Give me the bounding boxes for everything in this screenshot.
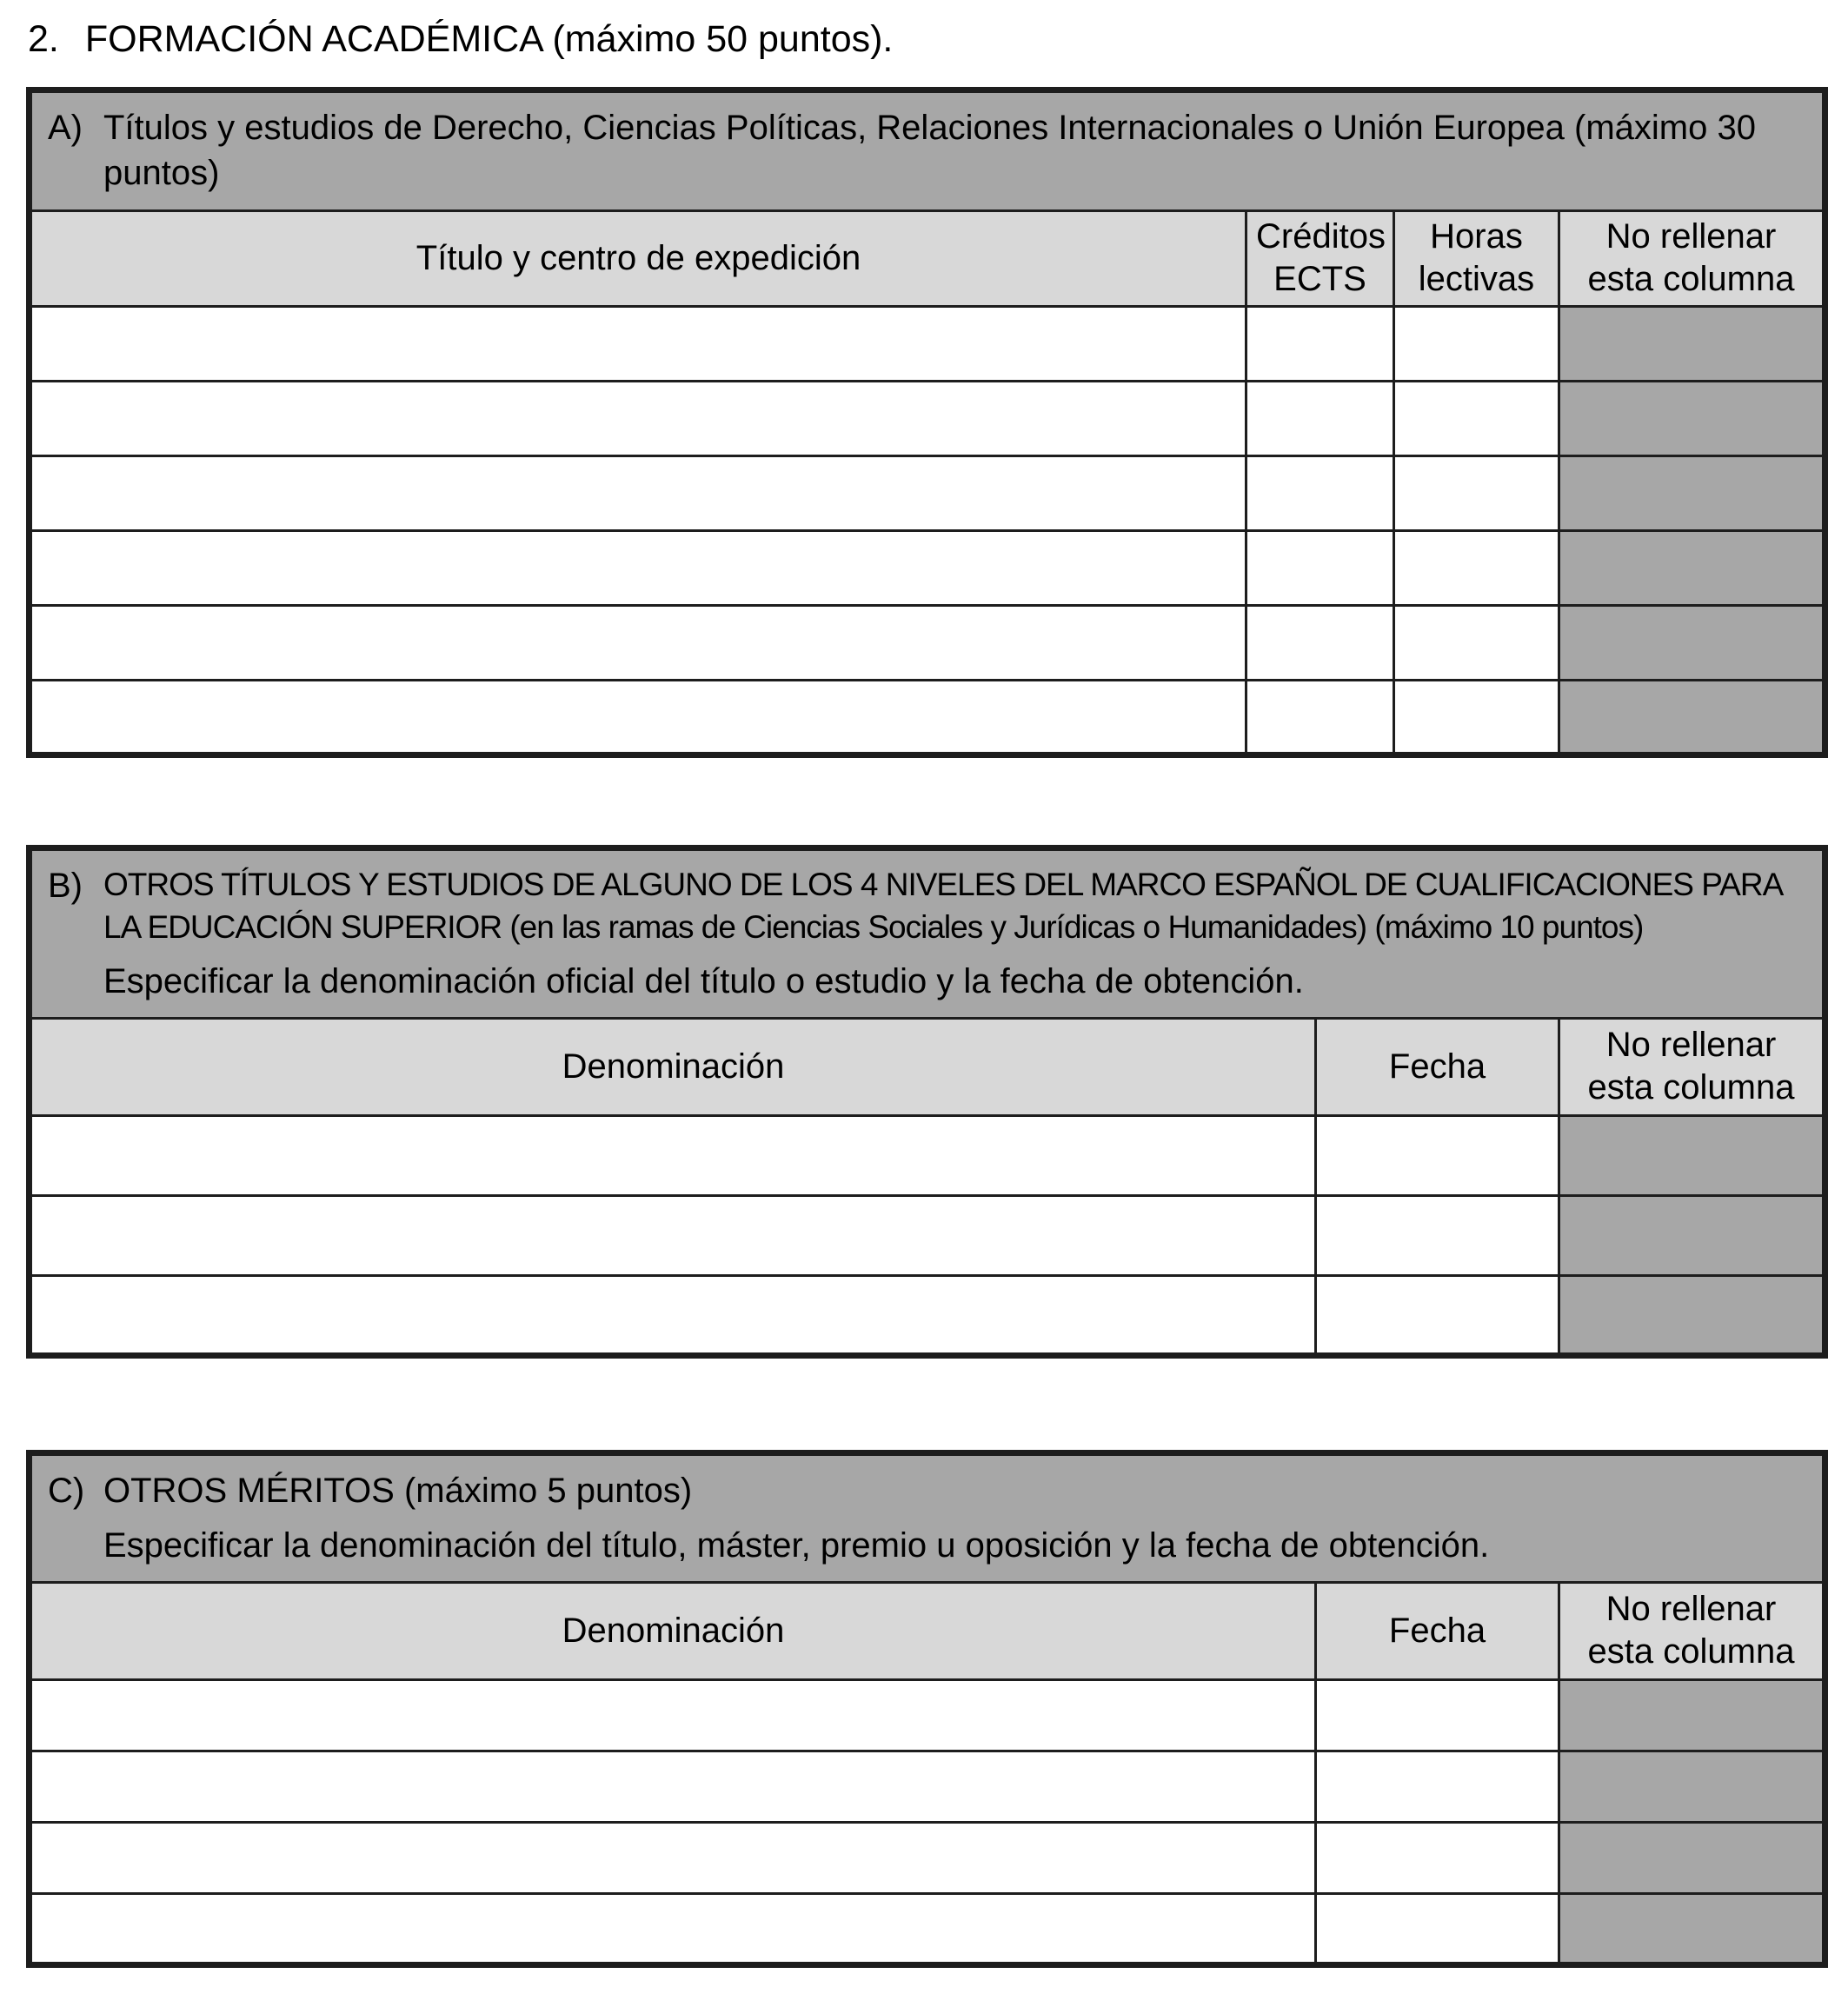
creditos-cell	[1246, 605, 1394, 680]
titulo-cell	[30, 306, 1246, 381]
fecha-cell	[1316, 1893, 1559, 1964]
fecha-cell	[1316, 1822, 1559, 1893]
table-row	[30, 1275, 1825, 1355]
creditos-cell	[1246, 381, 1394, 455]
fecha-cell	[1316, 1275, 1559, 1355]
section-c-header	[30, 1452, 1825, 1582]
column-header-no-rellenar: No rellenar esta columna	[1559, 1018, 1825, 1115]
section-c-label: C)	[48, 1471, 85, 1510]
no-fill-cell	[1559, 455, 1825, 530]
no-fill-cell	[1559, 680, 1825, 754]
column-header-denominacion: Denominación	[30, 1582, 1316, 1679]
horas-cell	[1394, 530, 1559, 605]
section-a-table	[26, 87, 1828, 758]
column-header-denominacion: Denominación	[30, 1018, 1316, 1115]
denominacion-cell	[30, 1275, 1316, 1355]
section-c-header-row	[30, 1452, 1825, 1582]
table-row	[30, 1893, 1825, 1964]
titulo-cell	[30, 455, 1246, 530]
creditos-cell	[1246, 530, 1394, 605]
section-b-table	[26, 845, 1828, 1359]
titulo-cell	[30, 680, 1246, 754]
no-fill-cell	[1559, 1822, 1825, 1893]
no-fill-cell	[1559, 1275, 1825, 1355]
column-header-horas-lectivas: Horas lectivas	[1394, 210, 1559, 306]
section-gap	[26, 1359, 1822, 1450]
section-c-instruction: Especificar la denominación del título, máster, premio u oposición y la fecha de obtención.	[103, 1525, 1490, 1565]
column-header-fecha: Fecha	[1316, 1018, 1559, 1115]
denominacion-cell	[30, 1751, 1316, 1822]
section-b-column-header-row	[30, 1018, 1825, 1115]
table-row	[30, 1822, 1825, 1893]
section-c-column-header-row	[30, 1582, 1825, 1679]
table-row	[30, 605, 1825, 680]
titulo-cell	[30, 605, 1246, 680]
no-fill-cell	[1559, 1679, 1825, 1751]
page-title	[28, 17, 1822, 63]
column-header-fecha: Fecha	[1316, 1582, 1559, 1679]
horas-cell	[1394, 605, 1559, 680]
creditos-cell	[1246, 680, 1394, 754]
no-fill-cell	[1559, 1195, 1825, 1275]
section-c-heading: OTROS MÉRITOS (máximo 5 puntos)	[103, 1471, 693, 1510]
table-row	[30, 381, 1825, 455]
no-fill-cell	[1559, 306, 1825, 381]
section-c-table	[26, 1450, 1828, 1968]
table-row	[30, 455, 1825, 530]
denominacion-cell	[30, 1115, 1316, 1195]
fecha-cell	[1316, 1679, 1559, 1751]
creditos-cell	[1246, 455, 1394, 530]
denominacion-cell	[30, 1195, 1316, 1275]
creditos-cell	[1246, 306, 1394, 381]
titulo-cell	[30, 381, 1246, 455]
page-title-number: 2.	[28, 18, 59, 60]
page-title-text: FORMACIÓN ACADÉMICA (máximo 50 puntos).	[84, 18, 894, 60]
no-fill-cell	[1559, 530, 1825, 605]
section-a-label: A)	[48, 108, 83, 147]
section-b-header-row	[30, 847, 1825, 1018]
section-a-header-row	[30, 90, 1825, 210]
horas-cell	[1394, 455, 1559, 530]
table-row	[30, 1115, 1825, 1195]
fecha-cell	[1316, 1751, 1559, 1822]
no-fill-cell	[1559, 605, 1825, 680]
table-row	[30, 680, 1825, 754]
table-row	[30, 530, 1825, 605]
no-fill-cell	[1559, 1115, 1825, 1195]
no-fill-cell	[1559, 1893, 1825, 1964]
horas-cell	[1394, 306, 1559, 381]
table-row	[30, 1751, 1825, 1822]
no-fill-cell	[1559, 381, 1825, 455]
titulo-cell	[30, 530, 1246, 605]
denominacion-cell	[30, 1822, 1316, 1893]
section-gap	[26, 758, 1822, 845]
table-row	[30, 1679, 1825, 1751]
column-header-no-rellenar: No rellenar esta columna	[1559, 1582, 1825, 1679]
denominacion-cell	[30, 1893, 1316, 1964]
section-a-header	[30, 90, 1825, 210]
fecha-cell	[1316, 1195, 1559, 1275]
table-row	[30, 1195, 1825, 1275]
table-row	[30, 306, 1825, 381]
horas-cell	[1394, 381, 1559, 455]
section-b-heading: OTROS TÍTULOS Y ESTUDIOS DE ALGUNO DE LOS 4 NIVELES DEL MARCO ESPAÑOL DE CUALIFICACIONES PARA LA EDUCACIÓN SUPERIOR (en las ramas de Ciencias Sociales y Jurídicas o Humanidades) (máximo 10 puntos)	[103, 866, 1782, 946]
denominacion-cell	[30, 1679, 1316, 1751]
section-b-instruction: Especificar la denominación oficial del título o estudio y la fecha de obtención.	[103, 961, 1304, 1000]
column-header-no-rellenar: No rellenar esta columna	[1559, 210, 1825, 306]
fecha-cell	[1316, 1115, 1559, 1195]
column-header-titulo: Título y centro de expedición	[30, 210, 1246, 306]
section-b-header	[30, 847, 1825, 1018]
horas-cell	[1394, 680, 1559, 754]
section-a-heading: Títulos y estudios de Derecho, Ciencias Políticas, Relaciones Internacionales o Unión Europea (máximo 30 puntos)	[103, 108, 1756, 192]
column-header-creditos-ects: Créditos ECTS	[1246, 210, 1394, 306]
section-b-label: B)	[48, 866, 83, 905]
section-a-column-header-row	[30, 210, 1825, 306]
no-fill-cell	[1559, 1751, 1825, 1822]
